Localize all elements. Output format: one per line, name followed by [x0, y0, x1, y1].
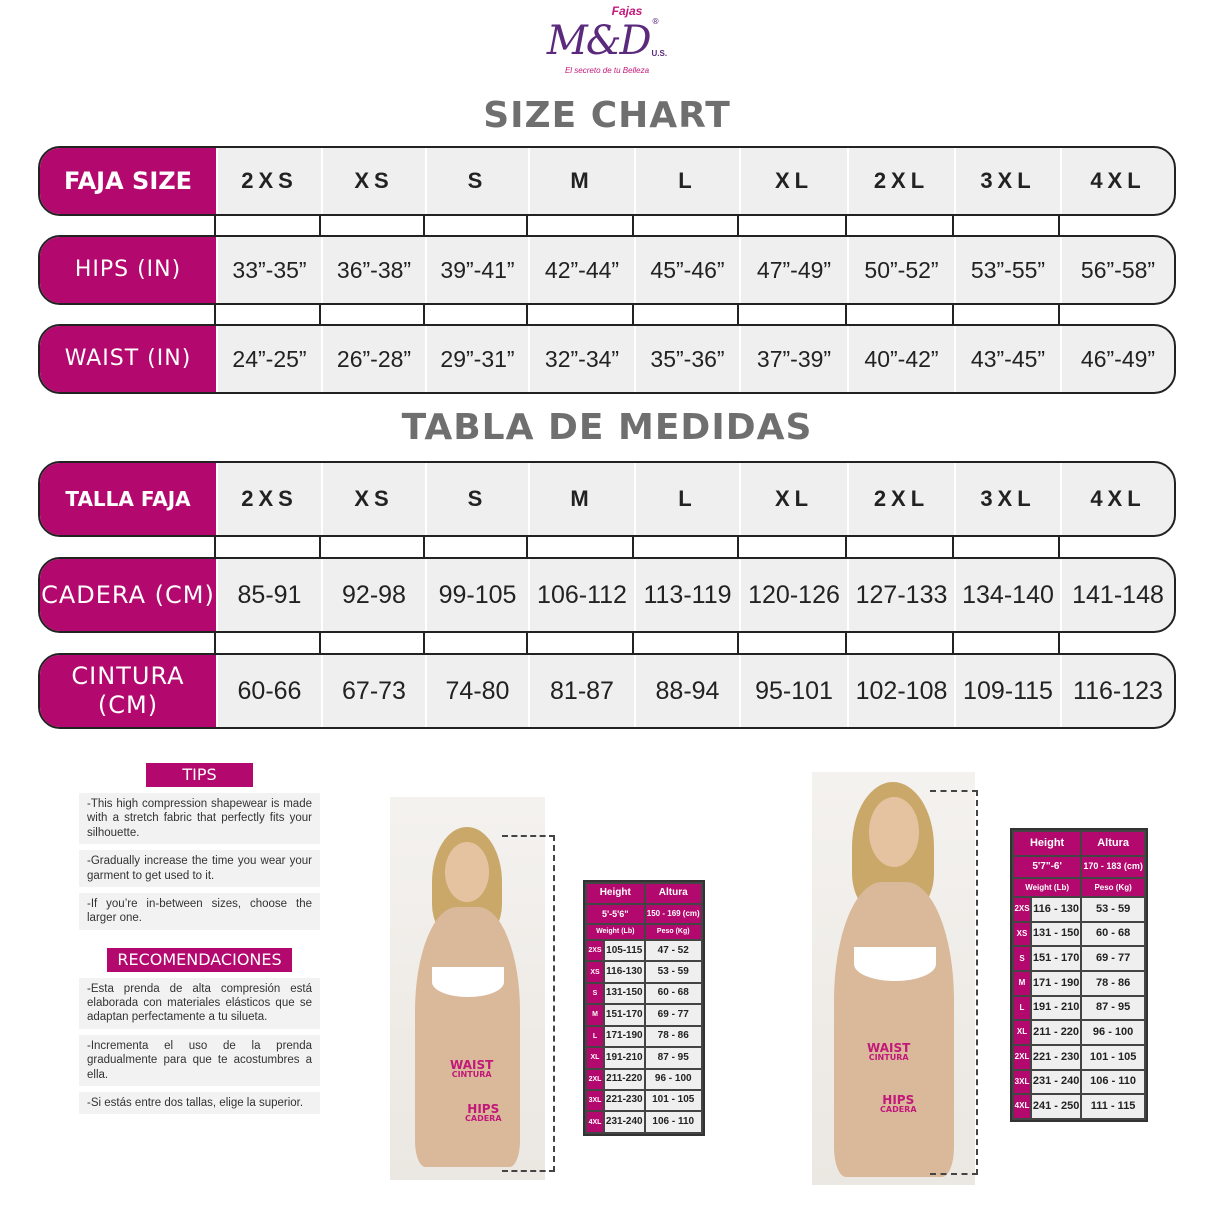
recomendaciones-list: [79, 972, 320, 1115]
table-cell: 74-80: [425, 655, 528, 727]
table-cell: 45”-46”: [634, 237, 739, 303]
weight-cell: 191-210: [604, 1047, 645, 1068]
peso-cell: 101 - 105: [1081, 1045, 1145, 1070]
table-cell: XL: [739, 463, 847, 535]
altura-header: Altura: [645, 883, 703, 904]
weight-row: [1013, 971, 1145, 996]
size-cell: XL: [586, 1047, 604, 1068]
peso-cell: 47 - 52: [645, 940, 703, 961]
height-measure-line-1: [502, 835, 555, 1172]
logo-suffix: U.S.: [651, 49, 668, 58]
peso-cell: 69 - 77: [645, 1004, 703, 1025]
weight-cell: 116 - 130: [1031, 897, 1081, 922]
table-cell: 120-126: [739, 559, 847, 631]
weight-row: [586, 1111, 702, 1133]
table-cell: 134-140: [954, 559, 1060, 631]
weight-row: [586, 1069, 702, 1090]
table-cell: 37”-39”: [739, 326, 847, 392]
logo-mark-row: [547, 18, 667, 64]
tips-column: [79, 763, 320, 1114]
table-cell: M: [528, 148, 634, 214]
row-label: HIPS (IN): [40, 237, 216, 303]
table-cell: 85-91: [216, 559, 321, 631]
row-separator: [214, 537, 1176, 557]
table-cell: 116-123: [1060, 655, 1174, 727]
weight-row: [1013, 1045, 1145, 1070]
weight-row: [586, 983, 702, 1004]
table-cell: L: [634, 148, 739, 214]
weight-cell: 116-130: [604, 961, 645, 982]
height-range: 5'-5'6": [586, 904, 645, 924]
table-cell: 106-112: [528, 559, 634, 631]
weight-row: [586, 961, 702, 982]
row-label: CINTURA (CM): [40, 655, 216, 727]
tips-heading: TIPS: [146, 763, 253, 787]
weight-cell: 221-230: [604, 1090, 645, 1111]
weight-row: [586, 1047, 702, 1068]
tabla-medidas-title: TABLA DE MEDIDAS: [401, 407, 813, 448]
peso-cell: 78 - 86: [1081, 971, 1145, 996]
weight-header: Weight (Lb): [1013, 878, 1081, 897]
row-separator: [214, 305, 1176, 324]
weight-cell: 191 - 210: [1031, 996, 1081, 1021]
peso-cell: 53 - 59: [1081, 897, 1145, 922]
peso-cell: 60 - 68: [1081, 922, 1145, 947]
altura-header: Altura: [1081, 831, 1145, 856]
table-cell: 81-87: [528, 655, 634, 727]
waist-label-1: WAIST CINTURA: [450, 1058, 494, 1079]
weight-row: [586, 940, 702, 961]
table-cell: 2XL: [847, 148, 954, 214]
size-cell: 4XL: [1013, 1094, 1031, 1119]
table-cell: 113-119: [634, 559, 739, 631]
size-cell: L: [586, 1026, 604, 1047]
weight-cell: 131-150: [604, 983, 645, 1004]
size-cell: 2XL: [1013, 1045, 1031, 1070]
height-measure-line-2: [930, 790, 978, 1175]
table-cell: 53”-55”: [954, 237, 1060, 303]
table-cell: M: [528, 463, 634, 535]
table-cell: 2XS: [216, 148, 321, 214]
weight-row: [1013, 946, 1145, 971]
peso-cell: 96 - 100: [645, 1069, 703, 1090]
table-cell: 3XL: [954, 463, 1060, 535]
table-cell: 26”-28”: [321, 326, 425, 392]
table-cell: 46”-49”: [1060, 326, 1174, 392]
size-cell: 2XS: [586, 940, 604, 961]
weight-cell: 211 - 220: [1031, 1020, 1081, 1045]
weight-row: [586, 1026, 702, 1047]
weight-row: [586, 1090, 702, 1111]
tip-item: -Si estás entre dos tallas, elige la superior.: [79, 1092, 320, 1114]
peso-cell: 60 - 68: [645, 983, 703, 1004]
weight-cell: 211-220: [604, 1069, 645, 1090]
table-cell: 3XL: [954, 148, 1060, 214]
brand-logo: [507, 4, 707, 75]
weight-row: [1013, 1070, 1145, 1095]
table-cell: S: [425, 148, 528, 214]
table-cell: XS: [321, 463, 425, 535]
altura-range: 150 - 169 (cm): [645, 904, 703, 924]
weight-cell: 231-240: [604, 1111, 645, 1133]
table-cell: 127-133: [847, 559, 954, 631]
peso-cell: 106 - 110: [1081, 1070, 1145, 1095]
table-cell: XS: [321, 148, 425, 214]
size-cell: S: [1013, 946, 1031, 971]
hips-label-2: HIPS CADERA: [880, 1093, 917, 1114]
table-cell: 109-115: [954, 655, 1060, 727]
weight-table-short: [583, 880, 705, 1136]
size-cell: XL: [1013, 1020, 1031, 1045]
height-header: Height: [586, 883, 645, 904]
size-chart-title: SIZE CHART: [483, 95, 731, 136]
registered-icon: ®: [651, 17, 660, 26]
peso-cell: 111 - 115: [1081, 1094, 1145, 1119]
logo-mark: M&D: [546, 18, 650, 64]
table-cell: 36”-38”: [321, 237, 425, 303]
size-cell: 2XS: [1013, 897, 1031, 922]
peso-header: Peso (Kg): [645, 924, 703, 940]
size-cell: XS: [1013, 922, 1031, 947]
table-cell: 33”-35”: [216, 237, 321, 303]
weight-header: Weight (Lb): [586, 924, 645, 940]
table-row: [38, 653, 1176, 729]
tip-item: -If you’re in-between sizes, choose the larger one.: [79, 893, 320, 930]
peso-cell: 87 - 95: [645, 1047, 703, 1068]
weight-table-tall: [1010, 828, 1148, 1122]
table-cell: 50”-52”: [847, 237, 954, 303]
weight-row: [586, 1004, 702, 1025]
table-cell: 35”-36”: [634, 326, 739, 392]
weight-cell: 171 - 190: [1031, 971, 1081, 996]
weight-cell: 241 - 250: [1031, 1094, 1081, 1119]
weight-cell: 221 - 230: [1031, 1045, 1081, 1070]
table-cell: 40”-42”: [847, 326, 954, 392]
logo-brand: Fajas: [611, 4, 643, 18]
peso-cell: 96 - 100: [1081, 1020, 1145, 1045]
height-header: Height: [1013, 831, 1081, 856]
table-row: [38, 461, 1176, 537]
peso-cell: 87 - 95: [1081, 996, 1145, 1021]
table-cell: 4XL: [1060, 148, 1174, 214]
weight-row: [1013, 897, 1145, 922]
tip-item: -Esta prenda de alta compresión está elaborada con materiales elásticos que se adaptan perfectamente a tu silueta.: [79, 978, 320, 1029]
weight-row: [1013, 996, 1145, 1021]
tip-item: -Gradually increase the time you wear your garment to get used to it.: [79, 850, 320, 887]
table-cell: 43”-45”: [954, 326, 1060, 392]
table-cell: 60-66: [216, 655, 321, 727]
size-cell: L: [1013, 996, 1031, 1021]
recomendaciones-heading: RECOMENDACIONES: [107, 948, 292, 972]
peso-header: Peso (Kg): [1081, 878, 1145, 897]
waist-label-2: WAIST CINTURA: [867, 1041, 911, 1062]
size-cell: 4XL: [586, 1111, 604, 1133]
size-cell: S: [586, 983, 604, 1004]
altura-range: 170 - 183 (cm): [1081, 856, 1145, 879]
table-cell: 141-148: [1060, 559, 1174, 631]
row-label: TALLA FAJA: [40, 463, 216, 535]
weight-row: [1013, 922, 1145, 947]
size-cell: M: [1013, 971, 1031, 996]
row-label: WAIST (IN): [40, 326, 216, 392]
table-cell: 2XS: [216, 463, 321, 535]
row-label: FAJA SIZE: [40, 148, 216, 214]
table-cell: 95-101: [739, 655, 847, 727]
peso-cell: 106 - 110: [645, 1111, 703, 1133]
table-cell: 29”-31”: [425, 326, 528, 392]
table-cell: XL: [739, 148, 847, 214]
hips-label-1: HIPS CADERA: [465, 1102, 502, 1123]
table-cell: 4XL: [1060, 463, 1174, 535]
weight-cell: 105-115: [604, 940, 645, 961]
table-cell: 39”-41”: [425, 237, 528, 303]
table-cell: 24”-25”: [216, 326, 321, 392]
table-cell: 56”-58”: [1060, 237, 1174, 303]
tip-item: -Incrementa el uso de la prenda gradualmente para que te acostumbres a ella.: [79, 1035, 320, 1086]
peso-cell: 78 - 86: [645, 1026, 703, 1047]
table-cell: 2XL: [847, 463, 954, 535]
table-row: [38, 146, 1176, 216]
weight-cell: 151-170: [604, 1004, 645, 1025]
size-cell: 3XL: [586, 1090, 604, 1111]
size-cell: 2XL: [586, 1069, 604, 1090]
table-cell: 32”-34”: [528, 326, 634, 392]
height-range: 5'7"-6': [1013, 856, 1081, 879]
table-cell: 92-98: [321, 559, 425, 631]
weight-row: [1013, 1094, 1145, 1119]
table-cell: 102-108: [847, 655, 954, 727]
table-cell: 42”-44”: [528, 237, 634, 303]
weight-cell: 171-190: [604, 1026, 645, 1047]
peso-cell: 53 - 59: [645, 961, 703, 982]
tip-item: -This high compression shapewear is made with a stretch fabric that perfectly fits your silhouette.: [79, 793, 320, 844]
peso-cell: 69 - 77: [1081, 946, 1145, 971]
row-separator: [214, 216, 1176, 235]
logo-tagline: El secreto de tu Belleza: [564, 66, 650, 75]
size-cell: M: [586, 1004, 604, 1025]
tips-list: [79, 787, 320, 930]
weight-row: [1013, 1020, 1145, 1045]
weight-cell: 151 - 170: [1031, 946, 1081, 971]
table-row: [38, 324, 1176, 394]
size-cell: XS: [586, 961, 604, 982]
table-cell: 99-105: [425, 559, 528, 631]
size-cell: 3XL: [1013, 1070, 1031, 1095]
weight-cell: 231 - 240: [1031, 1070, 1081, 1095]
table-cell: S: [425, 463, 528, 535]
table-cell: 88-94: [634, 655, 739, 727]
row-separator: [214, 633, 1176, 653]
table-cell: 67-73: [321, 655, 425, 727]
table-cell: L: [634, 463, 739, 535]
row-label: CADERA (CM): [40, 559, 216, 631]
table-row: [38, 235, 1176, 305]
peso-cell: 101 - 105: [645, 1090, 703, 1111]
table-cell: 47”-49”: [739, 237, 847, 303]
weight-cell: 131 - 150: [1031, 922, 1081, 947]
table-row: [38, 557, 1176, 633]
